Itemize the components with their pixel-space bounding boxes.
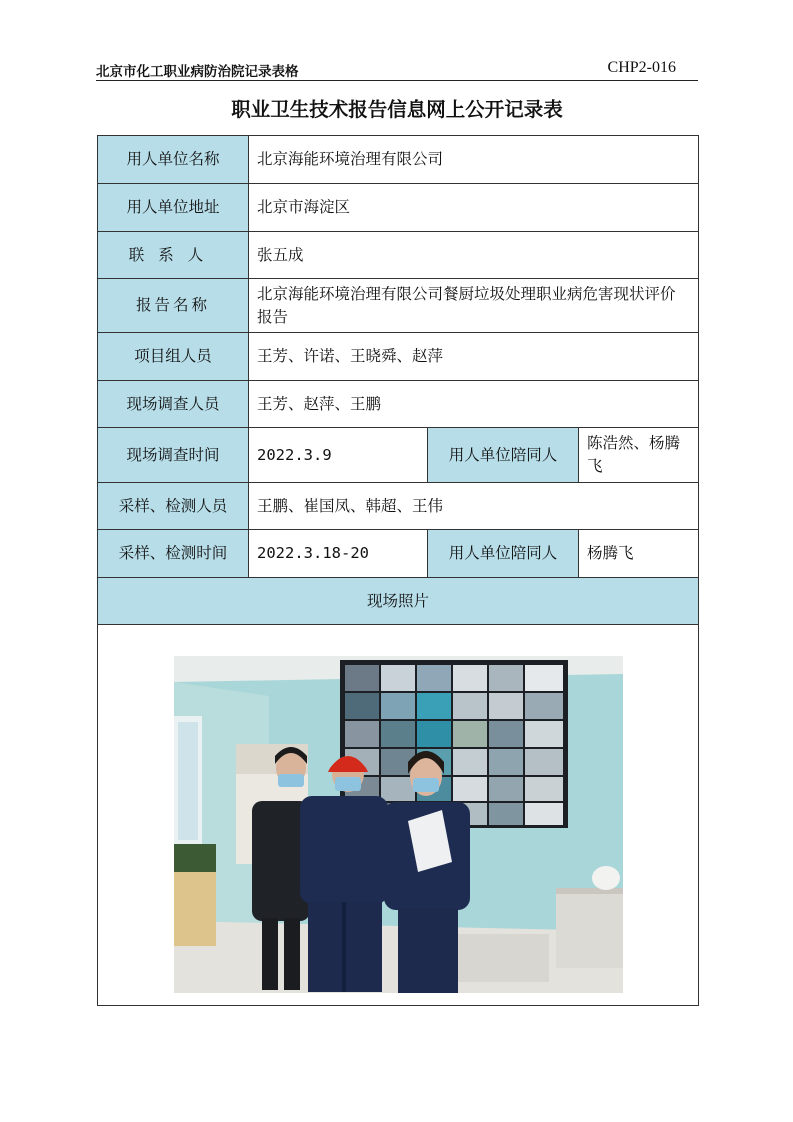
project-team-value: 王芳、许诺、王晓舜、赵萍 — [249, 333, 699, 381]
row-project-team — [98, 333, 699, 381]
survey-staff-value: 王芳、赵萍、王鹏 — [249, 381, 699, 428]
row-contact — [98, 232, 699, 279]
row-report-name — [98, 279, 699, 333]
employer-name-label: 用人单位名称 — [98, 136, 249, 184]
report-name-label: 报告名称 — [98, 279, 249, 333]
survey-escort-value: 陈浩然、杨腾飞 — [579, 428, 699, 483]
row-survey-time — [98, 428, 699, 483]
report-name-value: 北京海能环境治理有限公司餐厨垃圾处理职业病危害现状评价报告 — [249, 279, 699, 333]
employer-address-label: 用人单位地址 — [98, 184, 249, 232]
sampling-staff-value: 王鹏、崔国凤、韩超、王伟 — [249, 483, 699, 530]
sampling-escort-label: 用人单位陪同人 — [428, 530, 579, 578]
sampling-time-value: 2022.3.18-20 — [249, 530, 428, 578]
form-code: CHP2-016 — [607, 59, 676, 76]
site-photo — [174, 656, 623, 993]
row-photo — [98, 625, 699, 1006]
row-employer-address — [98, 184, 699, 232]
record-table — [97, 135, 699, 1006]
sampling-time-label: 采样、检测时间 — [98, 530, 249, 578]
sampling-staff-label: 采样、检测人员 — [98, 483, 249, 530]
row-sampling-staff — [98, 483, 699, 530]
project-team-label: 项目组人员 — [98, 333, 249, 381]
site-photo-label: 现场照片 — [98, 578, 699, 625]
row-sampling-time — [98, 530, 699, 578]
survey-staff-label: 现场调查人员 — [98, 381, 249, 428]
survey-time-label: 现场调查时间 — [98, 428, 249, 483]
employer-name-value: 北京海能环境治理有限公司 — [249, 136, 699, 184]
organization-name: 北京市化工职业病防治院记录表格 — [96, 64, 299, 80]
sampling-escort-value: 杨腾飞 — [579, 530, 699, 578]
contact-value: 张五成 — [249, 232, 699, 279]
survey-time-value: 2022.3.9 — [249, 428, 428, 483]
survey-escort-label: 用人单位陪同人 — [428, 428, 579, 483]
employer-address-value: 北京市海淀区 — [249, 184, 699, 232]
row-photo-header — [98, 578, 699, 625]
document-title: 职业卫生技术报告信息网上公开记录表 — [231, 98, 563, 121]
document-header — [96, 58, 698, 81]
row-employer-name — [98, 136, 699, 184]
contact-label: 联系人 — [98, 232, 249, 279]
row-survey-staff — [98, 381, 699, 428]
